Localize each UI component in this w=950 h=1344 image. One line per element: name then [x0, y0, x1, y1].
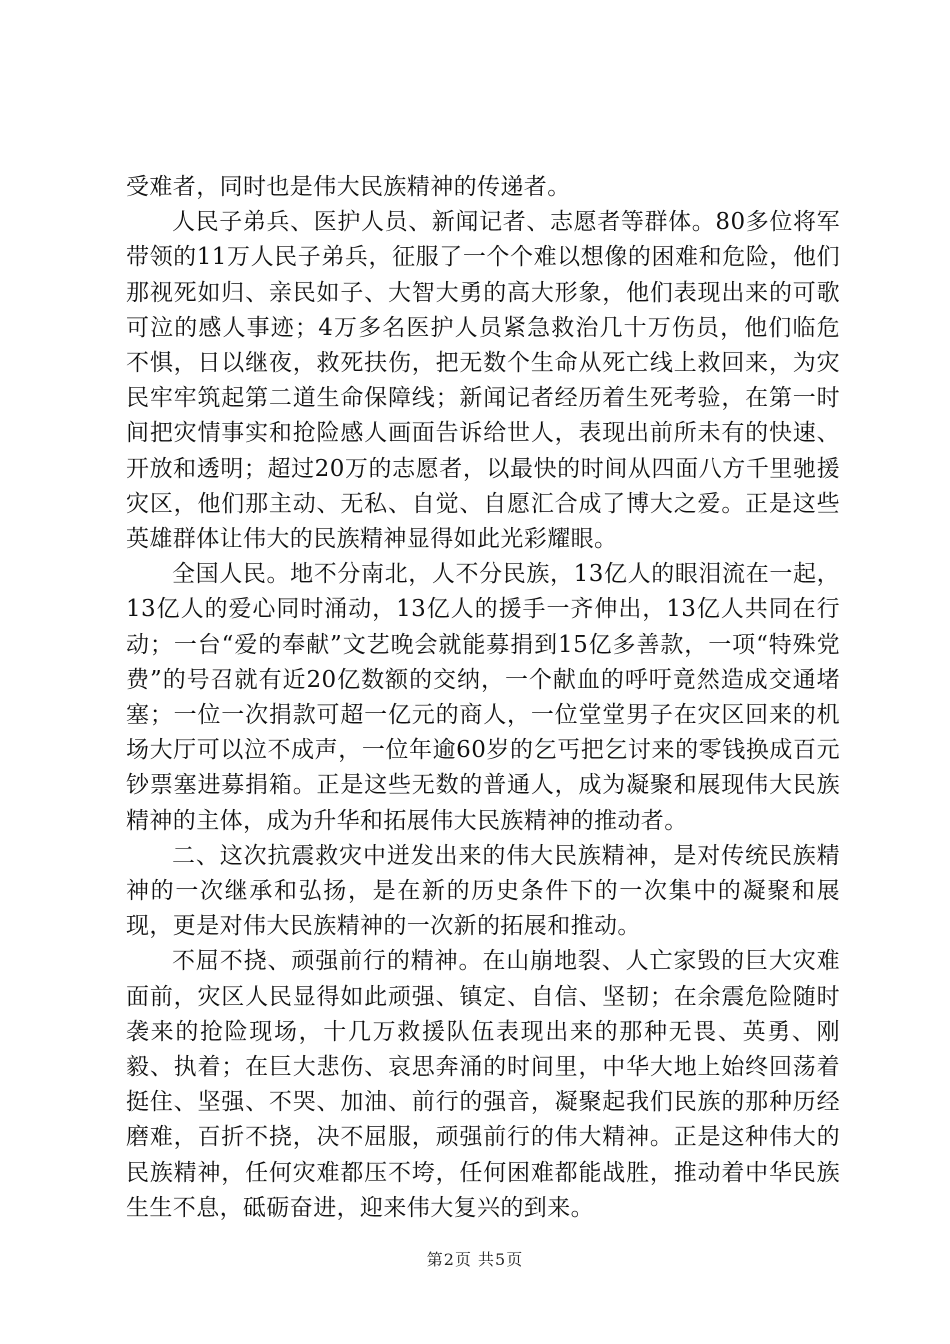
page-number-footer: 第2页 共5页: [426, 1250, 524, 1269]
paragraph-national-people: 全国人民。地不分南北，人不分民族，13亿人的眼泪流在一起，13亿人的爱心同时涌动，13亿人的援手一齐伸出，13亿人共同在行动；一台“爱的奉献”文艺晚会就能募捐到15亿多善款，一项“特殊党费”的号召就有近20亿数额的交纳，一个献血的呼吁竟然造成交通堵塞；一位一次捐款可超一亿元的商人，一位堂堂男子在灾区回来的机场大厅可以泣不成声，一位年逾60岁的乞丐把乞讨来的零钱换成百元钞票塞进募捐箱。正是这些无数的普通人，成为凝聚和展现伟大民族精神的主体，成为升华和拓展伟大民族精神的推动者。: [126, 561, 840, 834]
paragraph-section-two: 二、这次抗震救灾中迸发出来的伟大民族精神，是对传统民族精神的一次继承和弘扬，是在新的历史条件下的一次集中的凝聚和展现，更是对伟大民族精神的一次新的拓展和推动。: [126, 842, 840, 940]
paragraph-unyielding-spirit: 不屈不挠、顽强前行的精神。在山崩地裂、人亡家毁的巨大灾难面前，灾区人民显得如此顽强、镇定、自信、坚韧；在余震危险随时袭来的抢险现场，十几万救援队伍表现出来的那种无畏、英勇、刚毅、执着；在巨大悲伤、哀思奔涌的时间里，中华大地上始终回荡着挺住、坚强、不哭、加油、前行的强音，凝聚起我们民族的那种历经磨难，百折不挠，决不屈服，顽强前行的伟大精神。正是这种伟大的民族精神，任何灾难都压不垮，任何困难都能战胜，推动着中华民族生生不息，砥砺奋进，迎来伟大复兴的到来。: [126, 948, 840, 1221]
document-body: [126, 170, 840, 1226]
paragraph-continuation: 受难者，同时也是伟大民族精神的传递者。: [126, 174, 571, 200]
paragraph-hero-groups: 人民子弟兵、医护人员、新闻记者、志愿者等群体。80多位将军带领的11万人民子弟兵，征服了一个个难以想像的困难和危险，他们那视死如归、亲民如子、大智大勇的高大形象，他们表现出来的可歌可泣的感人事迹；4万多名医护人员紧急救治几十万伤员，他们临危不惧，日以继夜，救死扶伤，把无数个生命从死亡线上救回来，为灾民牢牢筑起第二道生命保障线；新闻记者经历着生死考验，在第一时间把灾情事实和抢险感人画面告诉给世人，表现出前所未有的快速、开放和透明；超过20万的志愿者，以最快的时间从四面八方千里驰援灾区，他们那主动、无私、自觉、自愿汇合成了博大之爱。正是这些英雄群体让伟大的民族精神显得如此光彩耀眼。: [126, 209, 840, 553]
